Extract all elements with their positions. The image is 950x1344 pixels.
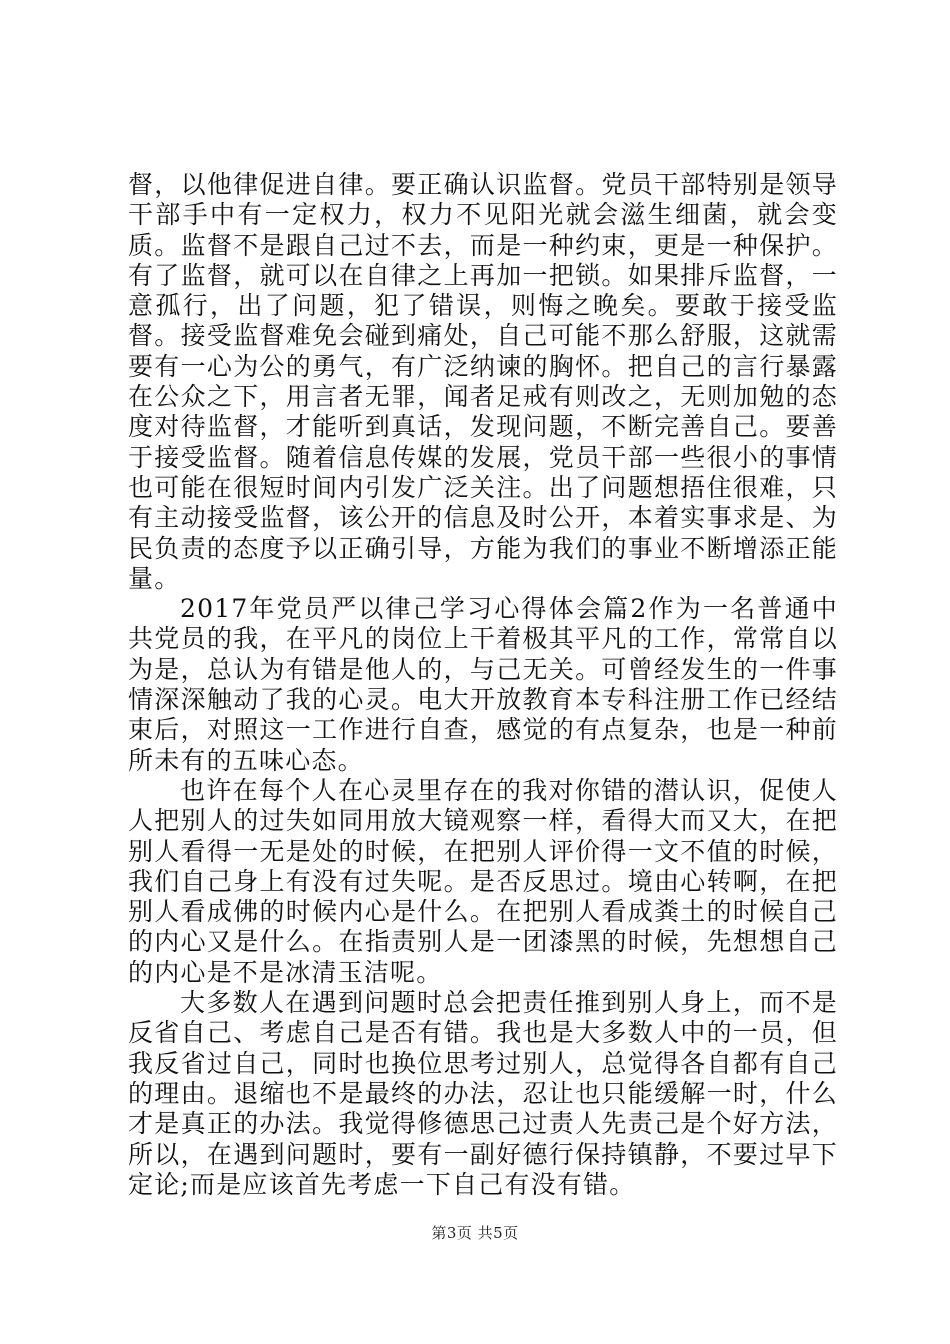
paragraph-3: 也许在每个人在心灵里存在的我对你错的潜认识，促使人人把别人的过失如同用放大镜观察一样，看得大而又大，在把别人看得一无是处的时候，在把别人评价得一文不值的时候，我们自己身上有没有过失呢。是否反思过。境由心转啊，在把别人看成佛的时候内心是什么。在把别人看成粪土的时候自己的内心又是什么。在指责别人是一团漆黑的时候，先想想自己的内心是不是冰清玉洁呢。 [128,775,838,987]
paragraph-4: 大多数人在遇到问题时总会把责任推到别人身上，而不是反省自己、考虑自己是否有错。我也是大多数人中的一员，但我反省过自己，同时也换位思考过别人，总觉得各自都有自己的理由。退缩也不是最终的办法，忍让也只能缓解一时，什么才是真正的办法。我觉得修德思己过责人先责己是个好方法，所以，在遇到问题时，要有一副好德行保持镇静，不要过早下定论;而是应该首先考虑一下自己有没有错。 [128,988,838,1199]
paragraph-1: 督，以他律促进自律。要正确认识监督。党员干部特别是领导干部手中有一定权力，权力不见阳光就会滋生细菌，就会变质。监督不是跟自己过不去，而是一种约束，更是一种保护。有了监督，就可以在自律之上再加一把锁。如果排斥监督，一意孤行，出了问题，犯了错误，则悔之晚矣。要敢于接受监督。接受监督难免会碰到痛处，自己可能不那么舒服，这就需要有一心为公的勇气，有广泛纳谏的胸怀。把自己的言行暴露在公众之下，用言者无罪，闻者足戒有则改之，无则加勉的态度对待监督，才能听到真话，发现问题，不断完善自己。要善于接受监督。随着信息传媒的发展，党员干部一些很小的事情也可能在很短时间内引发广泛关注。出了问题想捂住很难，只有主动接受监督，该公开的信息及时公开，本着实事求是、为民负责的态度予以正确引导，方能为我们的事业不断增添正能量。 [128,170,838,593]
page-number-footer: 第3页 共5页 [431,1224,519,1242]
body-text [128,170,838,1200]
paragraph-2: 2017年党员严以律己学习心得体会篇2作为一名普通中共党员的我，在平凡的岗位上干着极其平凡的工作，常常自以为是，总认为有错是他人的，与己无关。可曾经发生的一件事情深深触动了我的心灵。电大开放教育本专科注册工作已经结束后，对照这一工作进行自查，感觉的有点复杂，也是一种前所未有的五味心态。 [128,594,838,775]
